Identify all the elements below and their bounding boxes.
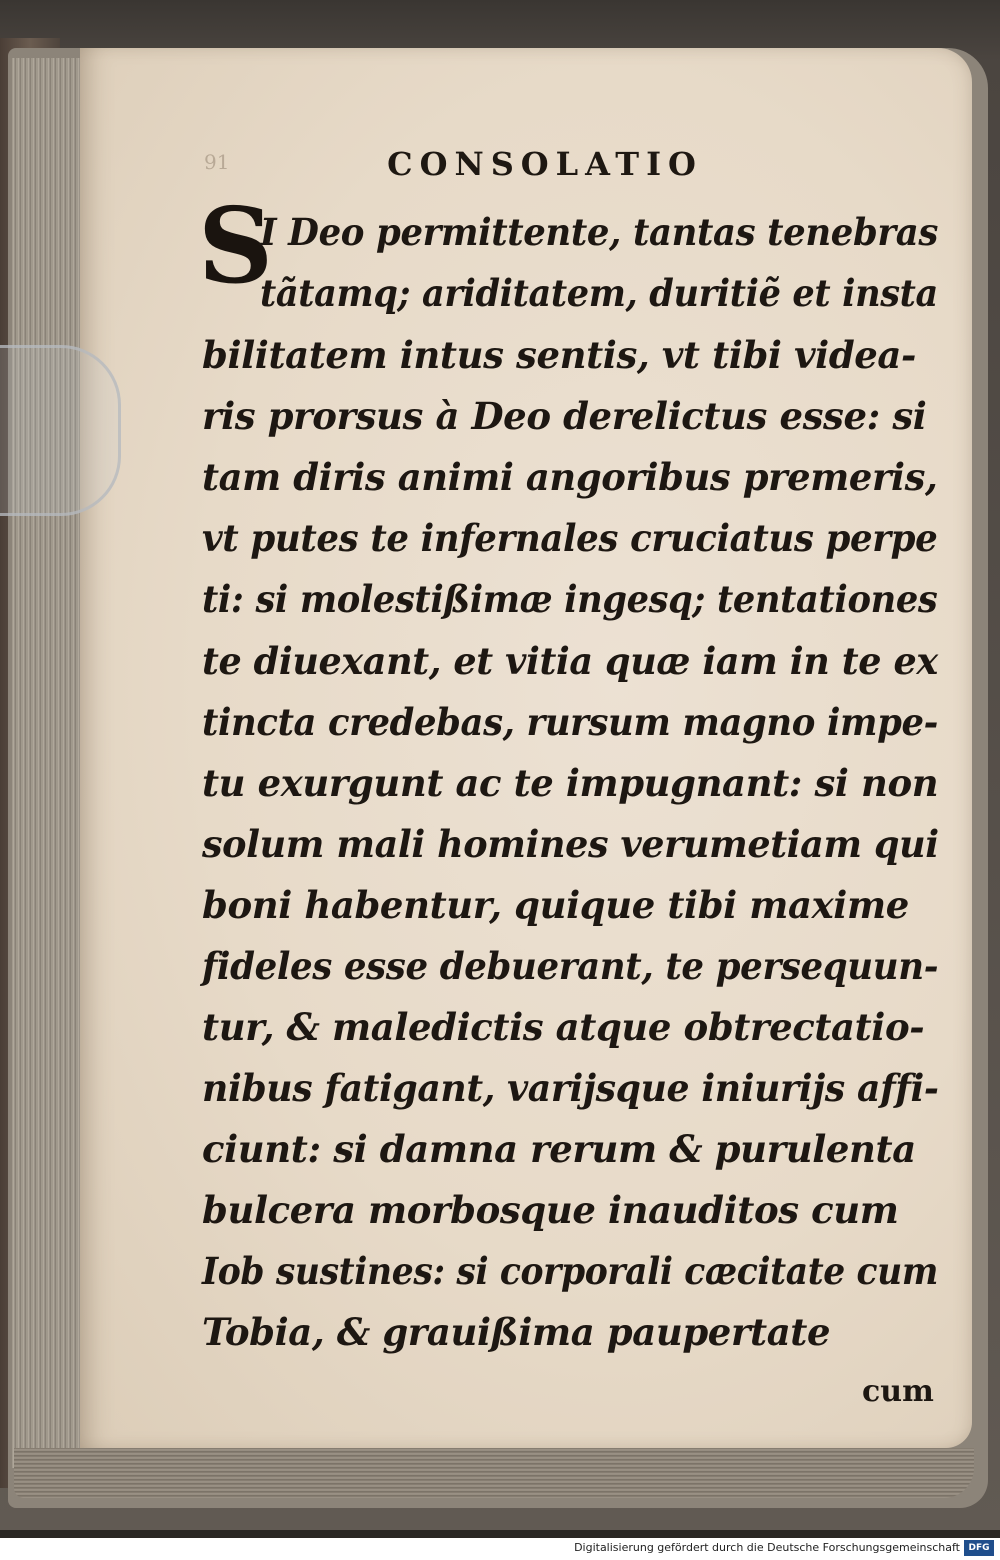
text-line: tu exurgunt ac te impugnant: si non <box>202 761 939 805</box>
text-line: ciunt: si damna rerum & purulenta <box>202 1127 916 1171</box>
running-head: CONSOLATIO <box>387 145 703 183</box>
funding-credit: Digitalisierung gefördert durch die Deutsche Forschungsgemeinschaft <box>574 1541 960 1554</box>
text-line: Tobia, & grauißima paupertate <box>202 1310 831 1354</box>
text-line: tincta credebas, rursum magno impe- <box>202 700 938 744</box>
catchword: cum <box>862 1374 934 1409</box>
text-line: I Deo permittente, tantas tenebras <box>260 210 938 254</box>
bottom-page-edges <box>14 1448 974 1498</box>
folio-number: 91 <box>204 150 230 174</box>
text-line: ti: si molestißimæ ingesq; tentationes <box>202 577 938 621</box>
text-line: tam diris animi angoribus premeris, <box>202 455 938 499</box>
text-line: nibus fatigant, varijsque iniurijs affi- <box>202 1066 939 1110</box>
text-line: fideles esse debuerant, te persequun- <box>202 944 939 988</box>
text-line: bilitatem intus sentis, vt tibi videa- <box>202 333 916 377</box>
text-line: solum mali homines verumetiam qui <box>202 822 939 866</box>
text-line: boni habentur, quique tibi maxime <box>202 883 909 927</box>
text-line: te diuexant, et vitia quæ iam in te ex <box>202 639 938 683</box>
text-line: vt putes te infernales cruciatus perpe <box>202 516 938 560</box>
page-edges <box>12 58 84 1468</box>
text-line: tãtamq; ariditatem, duritiẽ et insta <box>260 271 938 315</box>
text-line: Iob sustines: si corporali cæcitate cum <box>202 1249 939 1293</box>
text-line: bulcera morbosque inauditos cum <box>202 1188 899 1232</box>
dfg-logo: DFG <box>964 1540 994 1556</box>
text-line: ris prorsus à Deo derelictus esse: si <box>202 394 927 438</box>
drop-cap: S <box>198 184 274 307</box>
page-clip <box>0 345 121 516</box>
text-line: tur, & maledictis atque obtrectatio- <box>202 1005 925 1049</box>
